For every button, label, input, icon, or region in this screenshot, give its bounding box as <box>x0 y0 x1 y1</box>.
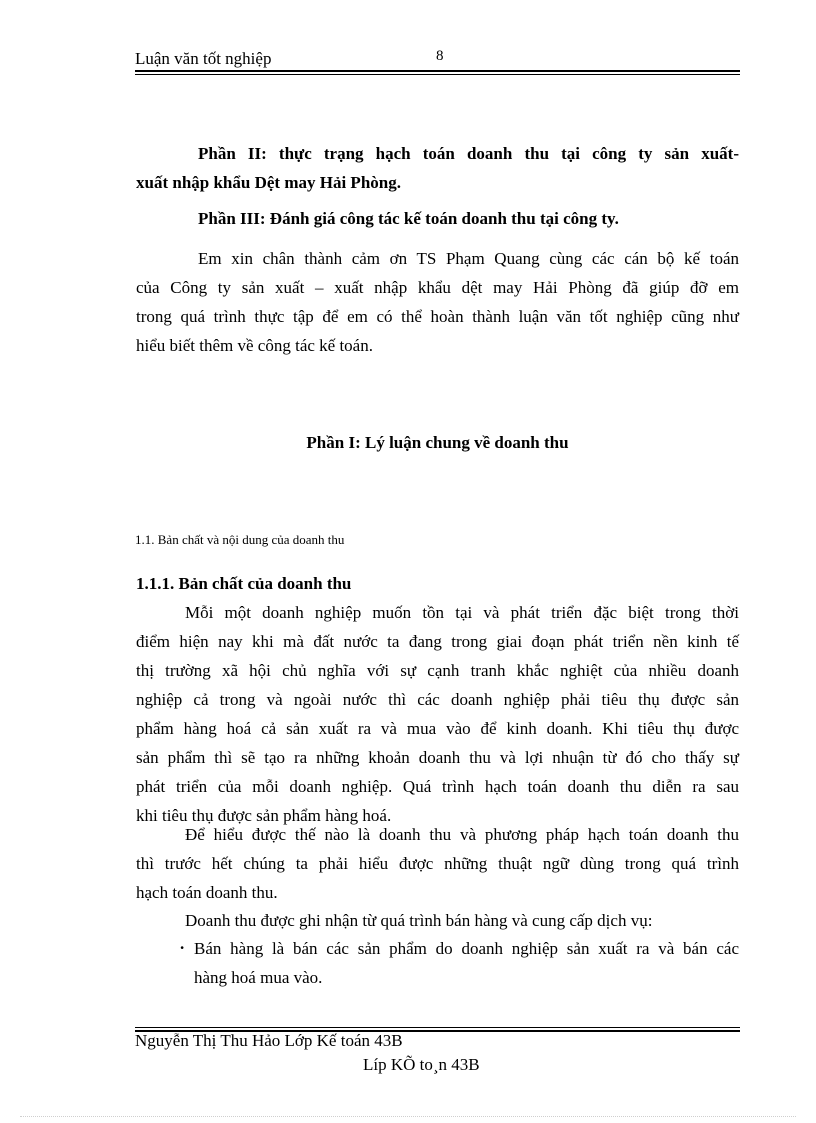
acknowledgement-line: hiểu biết thêm về công tác kế toán. <box>136 336 373 355</box>
paragraph-line: Mỗi một doanh nghiệp muốn tồn tại và phát triển đặc biệt trong thời <box>185 603 739 622</box>
part3-summary: Phần III: Đánh giá công tác kế toán doanh thu tại công ty. <box>198 209 619 228</box>
revenue-intro: Doanh thu được ghi nhận từ quá trình bán hàng và cung cấp dịch vụ: <box>185 911 653 930</box>
paragraph-terminology <box>136 820 739 907</box>
acknowledgement-line: của Công ty sản xuất – xuất nhập khẩu dệt may Hải Phòng đã giúp đỡ em <box>136 278 739 297</box>
part2-line: Phần II: thực trạng hạch toán doanh thu tại công ty sản xuất- <box>198 144 739 163</box>
part2-line: xuất nhập khẩu Dệt may Hải Phòng. <box>136 173 401 192</box>
page-number: 8 <box>436 48 444 64</box>
section-heading-1-1-1: 1.1.1. Bản chất của doanh thu <box>136 574 352 593</box>
footer-class-label: Líp KÕ to¸n 43B <box>363 1055 480 1074</box>
paragraph-line: Để hiểu được thế nào là doanh thu và phương pháp hạch toán doanh thu <box>185 825 739 844</box>
paragraph-nature-of-revenue <box>136 598 739 830</box>
bullet-line: hàng hoá mua vào. <box>194 968 323 987</box>
header-title: Luận văn tốt nghiệp <box>135 49 272 68</box>
part2-summary <box>136 139 739 197</box>
paragraph-line: phẩm hàng hoá cả sản xuất ra và mua vào để kinh doanh. Khi tiêu thụ được <box>136 719 739 738</box>
chapter-title: Phần I: Lý luận chung về doanh thu <box>306 433 569 452</box>
acknowledgement-line: trong quá trình thực tập để em có thể hoàn thành luận văn tốt nghiệp cũng như <box>136 307 739 326</box>
paragraph-line: phát triển của mỗi doanh nghiệp. Quá trình hạch toán doanh thu diễn ra sau <box>136 777 739 796</box>
paragraph-line: thị trường xã hội chủ nghĩa với sự cạnh tranh khắc nghiệt của nhiều doanh <box>136 661 739 680</box>
acknowledgement-paragraph <box>136 244 739 360</box>
bullet-marker: . <box>180 934 185 953</box>
section-heading-1-1: 1.1. Bản chất và nội dung của doanh thu <box>135 532 345 547</box>
acknowledgement-line: Em xin chân thành cảm ơn TS Phạm Quang cùng các cán bộ kế toán <box>198 249 739 268</box>
footer-rule-thin <box>135 1027 740 1028</box>
paragraph-line: hạch toán doanh thu. <box>136 883 278 902</box>
paragraph-line: nghiệp cả trong và ngoài nước thì các doanh nghiệp phải tiêu thụ được sản <box>136 690 739 709</box>
paragraph-line: khi tiêu thụ được sản phẩm hàng hoá. <box>136 806 392 825</box>
paragraph-line: điểm hiện nay khi mà đất nước ta đang trong giai đoạn phát triển nền kinh tế <box>136 632 739 651</box>
bullet-item-sales <box>194 934 739 992</box>
paragraph-line: thì trước hết chúng ta phải hiểu được những thuật ngữ dùng trong quá trình <box>136 854 739 873</box>
footer-author: Nguyễn Thị Thu Hảo Lớp Kế toán 43B <box>135 1031 403 1050</box>
page-bottom-border <box>20 1116 796 1117</box>
paragraph-line: sản phẩm thì sẽ tạo ra những khoản doanh thu và lợi nhuận từ đó cho thấy sự <box>136 748 739 767</box>
bullet-line: Bán hàng là bán các sản phẩm do doanh nghiệp sản xuất ra và bán các <box>194 939 739 958</box>
header-rule-thin <box>135 74 740 75</box>
